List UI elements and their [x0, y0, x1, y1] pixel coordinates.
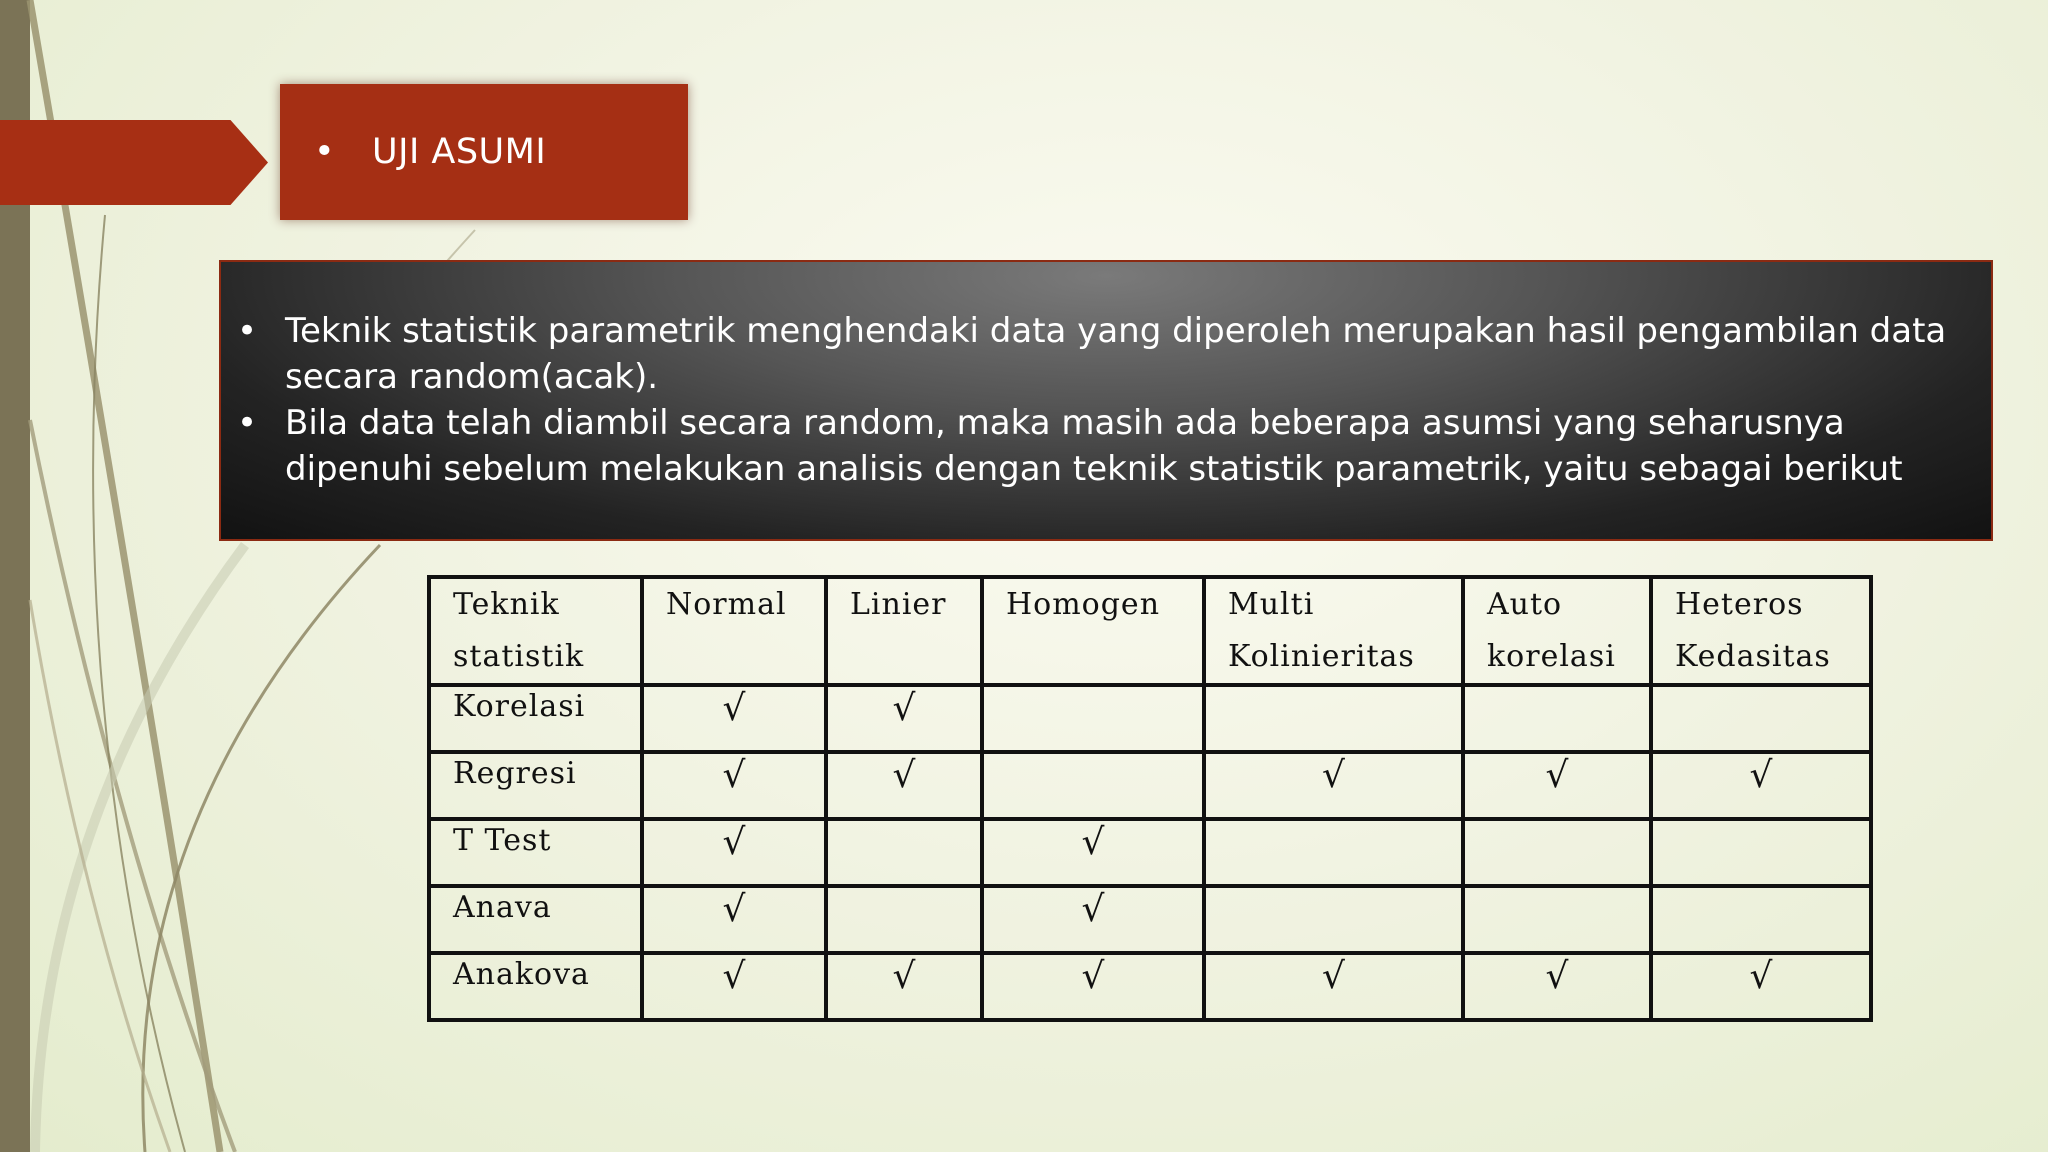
check-cell: √: [642, 685, 826, 752]
check-cell: [1463, 886, 1651, 953]
bullet-item: • Bila data telah diambil secara random, maka masih ada beberapa asumsi yang seharusnya dipenuhi sebelum melakukan analisis dengan teknik statistik parametrik, yaitu sebagai berikut: [285, 400, 1971, 492]
check-cell: [826, 819, 982, 886]
check-cell: [1463, 685, 1651, 752]
check-cell: √: [826, 752, 982, 819]
check-cell: √: [642, 752, 826, 819]
header-cell: Normal: [642, 577, 826, 685]
row-label: Korelasi: [429, 685, 642, 752]
check-cell: √: [642, 886, 826, 953]
header-cell: Multi Kolinieritas: [1204, 577, 1463, 685]
check-cell: √: [1463, 953, 1651, 1020]
header-cell: Heteros Kedasitas: [1651, 577, 1871, 685]
row-label: Regresi: [429, 752, 642, 819]
title-box: [280, 84, 688, 220]
check-cell: [1651, 886, 1871, 953]
check-cell: √: [1651, 953, 1871, 1020]
check-cell: [826, 886, 982, 953]
check-cell: √: [826, 685, 982, 752]
row-label: Anakova: [429, 953, 642, 1020]
row-label: T Test: [429, 819, 642, 886]
bullet-list: [285, 308, 1971, 492]
bullet-item: • Teknik statistik parametrik menghendaki data yang diperoleh merupakan hasil pengambilan data secara random(acak).: [285, 308, 1971, 400]
check-cell: [1463, 819, 1651, 886]
table-row: [429, 685, 1871, 752]
table-row: [429, 886, 1871, 953]
header-cell: Linier: [826, 577, 982, 685]
assumption-table: [427, 575, 1873, 1022]
check-cell: [1204, 886, 1463, 953]
check-cell: √: [982, 886, 1204, 953]
check-cell: √: [642, 819, 826, 886]
row-label: Anava: [429, 886, 642, 953]
header-cell: Teknik statistik: [429, 577, 642, 685]
check-cell: √: [826, 953, 982, 1020]
title-arrow-shape: [0, 120, 268, 205]
table-row: [429, 752, 1871, 819]
check-cell: √: [642, 953, 826, 1020]
check-cell: √: [1204, 953, 1463, 1020]
check-cell: [1651, 819, 1871, 886]
table-row: [429, 953, 1871, 1020]
header-cell: Auto korelasi: [1463, 577, 1651, 685]
check-cell: √: [982, 953, 1204, 1020]
header-cell: Homogen: [982, 577, 1204, 685]
check-cell: [982, 752, 1204, 819]
description-box: [219, 260, 1993, 541]
check-cell: √: [982, 819, 1204, 886]
check-cell: [1651, 685, 1871, 752]
check-cell: [1204, 819, 1463, 886]
check-cell: [1204, 685, 1463, 752]
slide-title: • UJI ASUMI: [280, 132, 546, 172]
check-cell: √: [1204, 752, 1463, 819]
table-row: [429, 819, 1871, 886]
check-cell: √: [1651, 752, 1871, 819]
check-cell: √: [1463, 752, 1651, 819]
table-header-row: [429, 577, 1871, 685]
check-cell: [982, 685, 1204, 752]
